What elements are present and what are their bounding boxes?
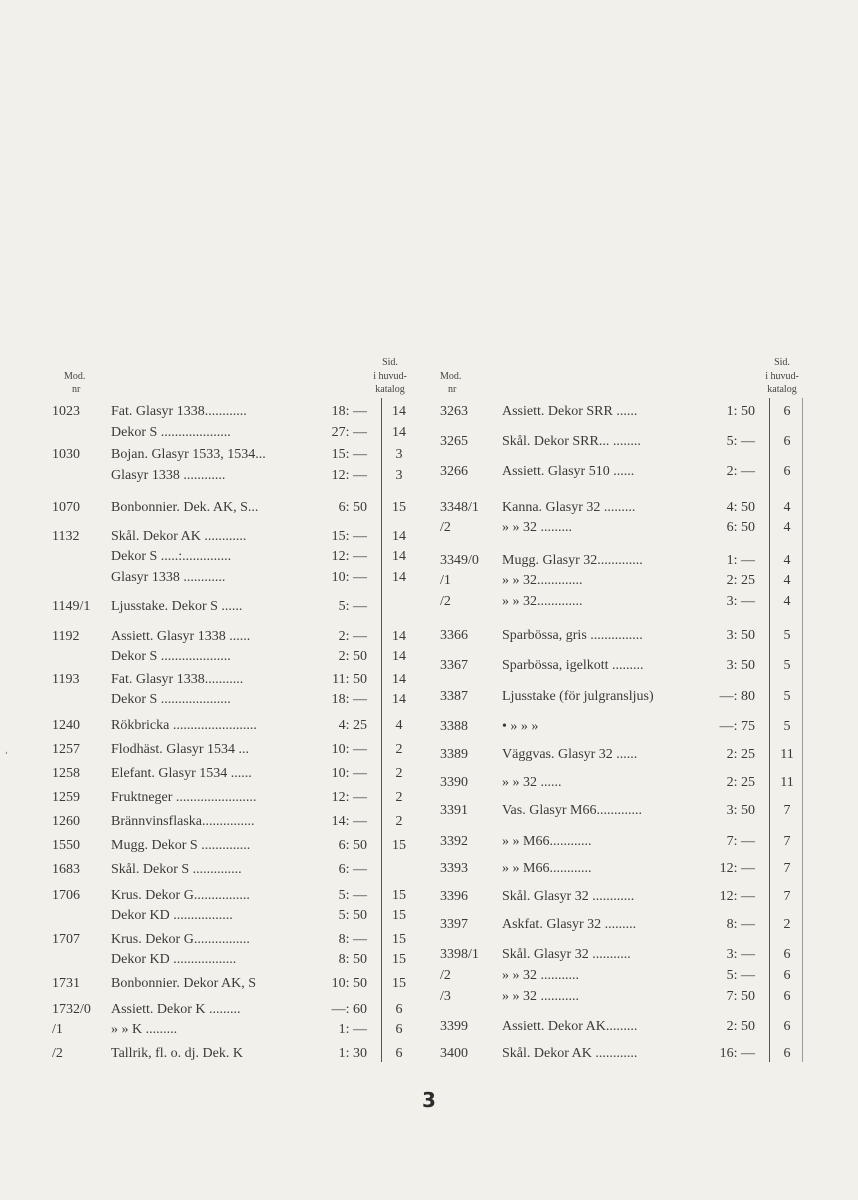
model-number: /2 bbox=[440, 968, 451, 983]
catalog-page: 14 bbox=[392, 649, 406, 664]
catalog-page: 14 bbox=[392, 570, 406, 585]
item-description: Rökbricka ........................ bbox=[111, 718, 257, 733]
price: 1: — bbox=[338, 1022, 367, 1037]
catalog-page: 2 bbox=[395, 814, 403, 829]
table-row bbox=[0, 916, 858, 934]
price: 11: 50 bbox=[332, 672, 367, 687]
table-row bbox=[0, 774, 858, 792]
model-number: 1193 bbox=[52, 672, 80, 687]
catalog-page: 15 bbox=[392, 500, 406, 515]
item-description: Ljusstake (för julgransljus) bbox=[502, 689, 654, 704]
catalog-page: 6 bbox=[783, 434, 791, 449]
table-row bbox=[0, 1018, 858, 1036]
model-number: 3393 bbox=[440, 861, 468, 876]
catalog-page: 5 bbox=[783, 628, 791, 643]
item-description: Vas. Glasyr M66............. bbox=[502, 803, 642, 818]
table-row bbox=[0, 433, 858, 451]
item-description: » » M66............ bbox=[502, 834, 592, 849]
model-number: 3391 bbox=[440, 803, 468, 818]
price: 18: — bbox=[331, 404, 367, 419]
model-number: 1030 bbox=[52, 447, 80, 462]
price: 5: 50 bbox=[338, 908, 367, 923]
table-row bbox=[0, 860, 858, 878]
table-row bbox=[0, 802, 858, 820]
catalog-page: 3 bbox=[395, 447, 403, 462]
right-sid-header: Sid. bbox=[774, 357, 790, 368]
left-nr-header: nr bbox=[72, 384, 81, 395]
catalog-page: 5 bbox=[783, 658, 791, 673]
item-description: » » K ......... bbox=[111, 1022, 178, 1037]
price: 6: 50 bbox=[338, 500, 367, 515]
price: 3: 50 bbox=[726, 628, 755, 643]
table-row bbox=[0, 688, 858, 706]
item-description: Assiett. Glasyr 510 ...... bbox=[502, 464, 635, 479]
price: 6: 50 bbox=[726, 520, 755, 535]
right-nr-header: nr bbox=[448, 384, 457, 395]
right-mod-header: Mod. bbox=[440, 371, 462, 382]
price: 4: 25 bbox=[338, 718, 367, 733]
catalog-page: 4 bbox=[783, 594, 791, 609]
item-description: Dekor S .................... bbox=[111, 692, 231, 707]
model-number: 3263 bbox=[440, 404, 468, 419]
left-sid-header: Sid. bbox=[382, 357, 398, 368]
price: 2: 50 bbox=[338, 649, 367, 664]
table-row bbox=[0, 833, 858, 851]
price: 14: — bbox=[331, 814, 367, 829]
model-number: 1732/0 bbox=[52, 1002, 91, 1017]
price: 5: — bbox=[726, 968, 755, 983]
right-i-header: i huvud- bbox=[765, 371, 799, 382]
price: 10: 50 bbox=[331, 976, 367, 991]
price: 7: — bbox=[726, 834, 755, 849]
price: 1: — bbox=[726, 553, 755, 568]
catalog-page: 15 bbox=[392, 888, 406, 903]
price: 3: 50 bbox=[726, 803, 755, 818]
model-number: /1 bbox=[52, 1022, 63, 1037]
price: 16: — bbox=[719, 1046, 755, 1061]
catalog-page: 4 bbox=[783, 553, 791, 568]
model-number: 1731 bbox=[52, 976, 80, 991]
catalog-page: 2 bbox=[395, 766, 403, 781]
model-number: 3392 bbox=[440, 834, 468, 849]
model-number: 1132 bbox=[52, 529, 80, 544]
item-description: Askfat. Glasyr 32 ......... bbox=[502, 917, 637, 932]
price: 2: — bbox=[338, 629, 367, 644]
model-number: 3389 bbox=[440, 747, 468, 762]
item-description: Assiett. Dekor AK......... bbox=[502, 1019, 638, 1034]
item-description: Bojan. Glasyr 1533, 1534... bbox=[111, 447, 266, 462]
item-description: » » 32 ......... bbox=[502, 520, 572, 535]
item-description: Sparbössa, igelkott ......... bbox=[502, 658, 644, 673]
item-description: Glasyr 1338 ............ bbox=[111, 570, 226, 585]
price: 2: 25 bbox=[726, 573, 755, 588]
item-description: » » M66............ bbox=[502, 861, 592, 876]
catalog-page: 5 bbox=[783, 719, 791, 734]
item-description: Bonbonnier. Dek. AK, S... bbox=[111, 500, 259, 515]
table-row bbox=[0, 572, 858, 590]
price: 15: — bbox=[331, 529, 367, 544]
catalog-page: 15 bbox=[392, 908, 406, 923]
catalog-page: 6 bbox=[783, 947, 791, 962]
model-number: /2 bbox=[52, 1046, 63, 1061]
price: 3: 50 bbox=[726, 658, 755, 673]
page-number: 3 bbox=[422, 1088, 436, 1112]
item-description: Mugg. Glasyr 32............. bbox=[502, 553, 643, 568]
price: 12: — bbox=[719, 861, 755, 876]
model-number: 1192 bbox=[52, 629, 80, 644]
catalog-page: 3 bbox=[395, 468, 403, 483]
left-i-header: i huvud- bbox=[373, 371, 407, 382]
item-description: Ljusstake. Dekor S ...... bbox=[111, 599, 243, 614]
model-number: 3349/0 bbox=[440, 553, 479, 568]
catalog-page: 5 bbox=[783, 689, 791, 704]
model-number: 3266 bbox=[440, 464, 468, 479]
price: 2: — bbox=[726, 464, 755, 479]
model-number: 3397 bbox=[440, 917, 468, 932]
table-row bbox=[0, 627, 858, 645]
price: 12: — bbox=[331, 790, 367, 805]
price: —: 75 bbox=[719, 719, 755, 734]
item-description: Fat. Glasyr 1338............ bbox=[111, 404, 247, 419]
item-description: Skål. Dekor S .............. bbox=[111, 862, 242, 877]
model-number: 3348/1 bbox=[440, 500, 479, 515]
catalog-page: 4 bbox=[783, 573, 791, 588]
price: 27: — bbox=[331, 425, 367, 440]
price: 4: 50 bbox=[726, 500, 755, 515]
item-description: Flodhäst. Glasyr 1534 ... bbox=[111, 742, 250, 757]
item-description: Assiett. Glasyr 1338 ...... bbox=[111, 629, 251, 644]
item-description: Assiett. Dekor K ......... bbox=[111, 1002, 241, 1017]
price: 6: 50 bbox=[338, 838, 367, 853]
item-description: Skål. Glasyr 32 ........... bbox=[502, 947, 631, 962]
catalog-page: 14 bbox=[392, 549, 406, 564]
price: —: 60 bbox=[331, 1002, 367, 1017]
price: 12: — bbox=[719, 889, 755, 904]
item-description: Skål. Dekor SRR... ........ bbox=[502, 434, 641, 449]
model-number: 1707 bbox=[52, 932, 80, 947]
price: 5: — bbox=[338, 599, 367, 614]
model-number: /1 bbox=[440, 573, 451, 588]
table-row bbox=[0, 946, 858, 964]
table-row bbox=[0, 967, 858, 985]
table-row bbox=[0, 1045, 858, 1063]
item-description: Sparbössa, gris ............... bbox=[502, 628, 643, 643]
item-description: Fruktneger ....................... bbox=[111, 790, 257, 805]
catalog-page: 7 bbox=[783, 861, 791, 876]
catalog-page: 14 bbox=[392, 672, 406, 687]
item-description: • » » » bbox=[502, 719, 539, 734]
price: 8: 50 bbox=[338, 952, 367, 967]
item-description: » » 32 ........... bbox=[502, 968, 579, 983]
model-number: 3367 bbox=[440, 658, 468, 673]
model-number: 1683 bbox=[52, 862, 80, 877]
catalog-page: 2 bbox=[783, 917, 791, 932]
catalog-page: 6 bbox=[395, 1046, 403, 1061]
item-description: Skål. Dekor AK ............ bbox=[111, 529, 247, 544]
price: 3: — bbox=[726, 947, 755, 962]
model-number: 1260 bbox=[52, 814, 80, 829]
catalog-page: 4 bbox=[395, 718, 403, 733]
item-description: Krus. Dekor G................ bbox=[111, 888, 250, 903]
catalog-page: 11 bbox=[780, 775, 794, 790]
catalog-page: 6 bbox=[783, 968, 791, 983]
catalog-page: 6 bbox=[783, 1019, 791, 1034]
item-description: » » 32 ...... bbox=[502, 775, 562, 790]
catalog-page: 15 bbox=[392, 932, 406, 947]
item-description: Dekor KD .................. bbox=[111, 952, 237, 967]
item-description: Skål. Glasyr 32 ............ bbox=[502, 889, 635, 904]
catalog-page: 4 bbox=[783, 520, 791, 535]
item-description: Elefant. Glasyr 1534 ...... bbox=[111, 766, 252, 781]
price: 3: — bbox=[726, 594, 755, 609]
catalog-page: 15 bbox=[392, 838, 406, 853]
catalog-page: 14 bbox=[392, 629, 406, 644]
catalog-page: 14 bbox=[392, 529, 406, 544]
model-number: 1259 bbox=[52, 790, 80, 805]
item-description: Dekor S .................... bbox=[111, 425, 231, 440]
model-number: 3398/1 bbox=[440, 947, 479, 962]
price: 10: — bbox=[331, 570, 367, 585]
model-number: 1257 bbox=[52, 742, 80, 757]
price: 18: — bbox=[331, 692, 367, 707]
model-number: 1706 bbox=[52, 888, 80, 903]
table-row bbox=[0, 593, 858, 611]
catalog-page: 15 bbox=[392, 952, 406, 967]
item-description: » » 32............. bbox=[502, 594, 583, 609]
model-number: /2 bbox=[440, 520, 451, 535]
item-description: Skål. Dekor AK ............ bbox=[502, 1046, 638, 1061]
item-description: Väggvas. Glasyr 32 ...... bbox=[502, 747, 638, 762]
model-number: 1070 bbox=[52, 500, 80, 515]
model-number: /3 bbox=[440, 989, 451, 1004]
item-description: Dekor KD ................. bbox=[111, 908, 233, 923]
price: 5: — bbox=[338, 888, 367, 903]
table-row bbox=[0, 718, 858, 736]
catalog-page: 11 bbox=[780, 747, 794, 762]
catalog-page: 6 bbox=[395, 1022, 403, 1037]
table-row bbox=[0, 657, 858, 675]
table-row bbox=[0, 746, 858, 764]
price: 2: 25 bbox=[726, 775, 755, 790]
model-number: 3390 bbox=[440, 775, 468, 790]
item-description: Glasyr 1338 ............ bbox=[111, 468, 226, 483]
table-row bbox=[0, 499, 858, 517]
catalog-page: 2 bbox=[395, 790, 403, 805]
price: 2: 25 bbox=[726, 747, 755, 762]
catalog-page: 4 bbox=[783, 500, 791, 515]
right-katalog-header: katalog bbox=[767, 384, 797, 395]
catalog-page: 15 bbox=[392, 976, 406, 991]
model-number: /2 bbox=[440, 594, 451, 609]
model-number: 1240 bbox=[52, 718, 80, 733]
price: 8: — bbox=[726, 917, 755, 932]
model-number: 3265 bbox=[440, 434, 468, 449]
model-number: 1149/1 bbox=[52, 599, 91, 614]
price: 12: — bbox=[331, 468, 367, 483]
table-row bbox=[0, 888, 858, 906]
item-description: Bonbonnier. Dekor AK, S bbox=[111, 976, 257, 991]
price: 10: — bbox=[331, 766, 367, 781]
price: 1: 30 bbox=[338, 1046, 367, 1061]
price: 7: 50 bbox=[726, 989, 755, 1004]
model-number: 3399 bbox=[440, 1019, 468, 1034]
catalog-page: 2 bbox=[395, 742, 403, 757]
item-description: Kanna. Glasyr 32 ......... bbox=[502, 500, 636, 515]
catalog-page: 6 bbox=[783, 464, 791, 479]
catalog-page: 6 bbox=[783, 989, 791, 1004]
price: 10: — bbox=[331, 742, 367, 757]
model-number: 1023 bbox=[52, 404, 80, 419]
catalog-page: 7 bbox=[783, 803, 791, 818]
table-row bbox=[0, 463, 858, 481]
catalog-page: 14 bbox=[392, 425, 406, 440]
left-margin-mark: ˌ bbox=[4, 740, 9, 755]
price: 15: — bbox=[331, 447, 367, 462]
left-mod-header: Mod. bbox=[64, 371, 86, 382]
model-number: 3388 bbox=[440, 719, 468, 734]
item-description: Dekor S .................... bbox=[111, 649, 231, 664]
catalog-page: 14 bbox=[392, 692, 406, 707]
item-description: Dekor S .....:.............. bbox=[111, 549, 232, 564]
price: 6: — bbox=[338, 862, 367, 877]
item-description: » » 32............. bbox=[502, 573, 583, 588]
item-description: » » 32 ........... bbox=[502, 989, 579, 1004]
price: 12: — bbox=[331, 549, 367, 564]
catalog-page: 6 bbox=[395, 1002, 403, 1017]
item-description: Krus. Dekor G................ bbox=[111, 932, 250, 947]
price: 1: 50 bbox=[726, 404, 755, 419]
catalog-page: 7 bbox=[783, 889, 791, 904]
model-number: 1258 bbox=[52, 766, 80, 781]
table-row bbox=[0, 403, 858, 421]
item-description: Brännvinsflaska............... bbox=[111, 814, 255, 829]
price: 2: 50 bbox=[726, 1019, 755, 1034]
price: 8: — bbox=[338, 932, 367, 947]
catalog-page: 14 bbox=[392, 404, 406, 419]
item-description: Tallrik, fl. o. dj. Dek. K bbox=[111, 1046, 243, 1061]
table-row bbox=[0, 552, 858, 570]
table-row bbox=[0, 988, 858, 1006]
catalog-page: 6 bbox=[783, 404, 791, 419]
price: —: 80 bbox=[719, 689, 755, 704]
left-katalog-header: katalog bbox=[375, 384, 405, 395]
catalog-page: 7 bbox=[783, 834, 791, 849]
catalog-page: 6 bbox=[783, 1046, 791, 1061]
model-number: 1550 bbox=[52, 838, 80, 853]
item-description: Assiett. Dekor SRR ...... bbox=[502, 404, 638, 419]
price: 5: — bbox=[726, 434, 755, 449]
model-number: 3400 bbox=[440, 1046, 468, 1061]
model-number: 3387 bbox=[440, 689, 468, 704]
item-description: Mugg. Dekor S .............. bbox=[111, 838, 251, 853]
model-number: 3396 bbox=[440, 889, 468, 904]
model-number: 3366 bbox=[440, 628, 468, 643]
item-description: Fat. Glasyr 1338........... bbox=[111, 672, 244, 687]
table-row bbox=[0, 519, 858, 537]
